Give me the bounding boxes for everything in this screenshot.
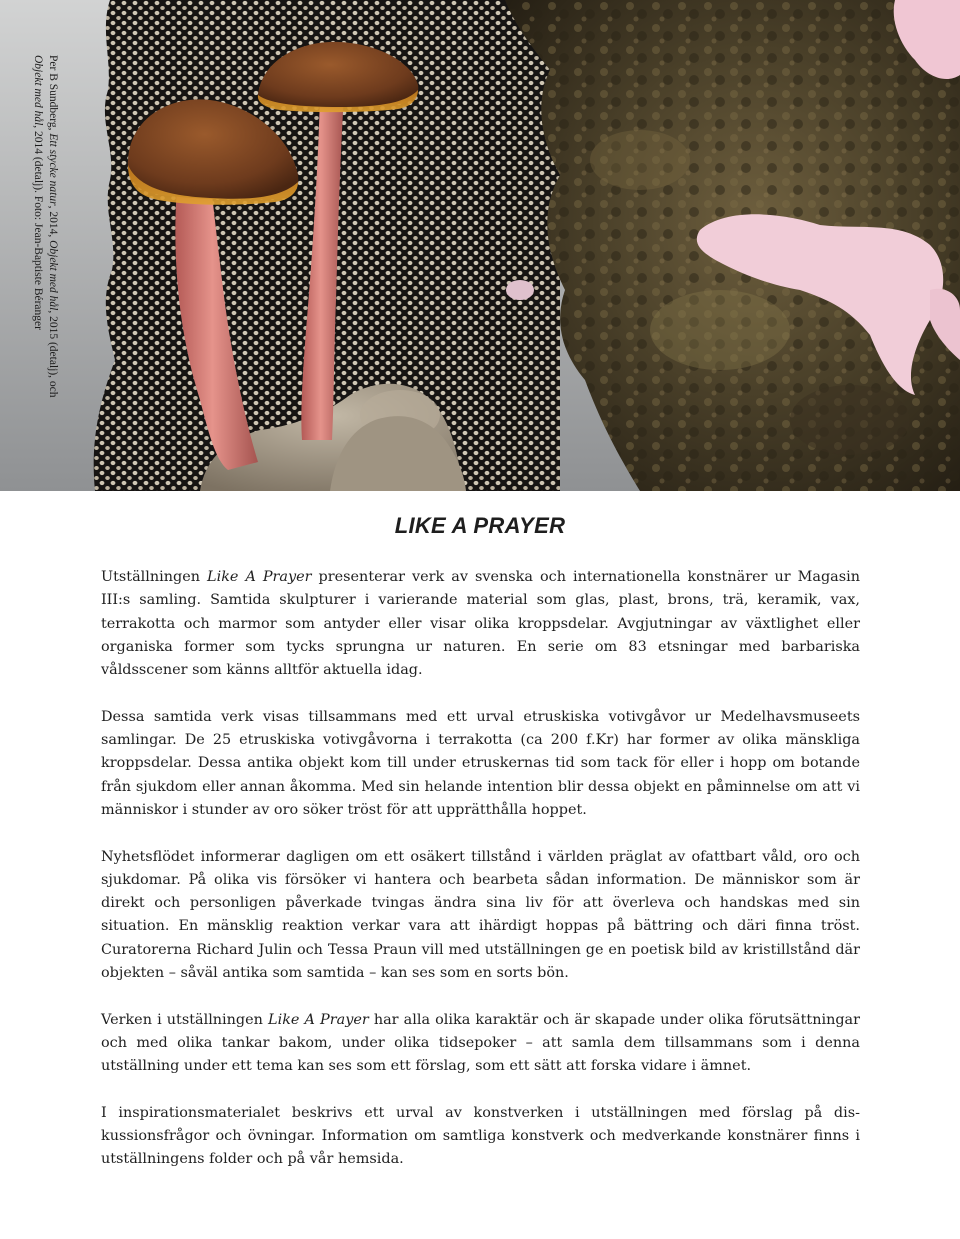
caption-line-1: Per B Sundberg, Ett stycke natur, 2014, Objekt med hål, 2015 (detalj), och (47, 55, 59, 398)
photo-caption (20, 55, 60, 435)
paragraph-5: I inspirationsmaterialet beskrivs ett urval av konstverken i utställningen med förslag på diskussionsfrågor och övningar. Information om samtliga konstverk och medverkande konstnärer finns i utställningens folder och på vår hemsida. (101, 1104, 860, 1168)
paragraph-1: Utställningen Like A Prayer presenterar verk av svenska och internationella konstnärer ur Magasin III:s samling. Samtida skulpturer i varierande material som glas, plast, brons, trä, keramik, vax, terrakotta och marmor som antyder eller visar olika kroppsdelar. Avgjutningar av växtlighet eller organiska former som tycks sprungna ur naturen. En serie om 83 etsningar med barbariska våldsscener som känns alltför aktuella idag. (101, 569, 861, 679)
paragraph-2: Dessa samtida verk visas tillsammans med ett urval etruskiska votivgåvor ur Medelhavsmuseets samlingar. De 25 etruskiska votivgåvorna i terrakotta (ca 200 f.Kr) har former av olika mänskliga kroppsdelar. Dessa antika objekt kom till under etruskernas tid som tack för eller i hopp om botande från sjukdom eller annan åkomma. Med sin helande intention blir dessa objekt en påminnelse om att vi människor i stunder av oro söker tröst för att upprätthålla hoppet. (101, 708, 860, 818)
caption-line-2: Objekt med hål, 2014 (detalj). Foto: Jean-Baptiste Béranger (32, 55, 44, 330)
hero-photo (0, 0, 960, 491)
paragraph-3: Nyhetsflödet informerar dagligen om ett osäkert tillstånd i världen präglat av ofattbart våld, oro och sjukdomar. På olika vis försöker vi hantera och bearbeta sådan information. De människor som är direkt och personligen påverkade tvingas ändra sina liv för att överleva och handskas med sin situation. En mänsklig reaktion verkar vara att ihärdigt hoppas på bättring och däri finna tröst. Curatorerna Richard Julin och Tessa Praun vill med utställningen ge en poetisk bild av kristillstånd där objekten – såväl antika som samtida – kan ses som en sorts bön. (101, 848, 860, 982)
article-body (101, 566, 860, 1195)
paragraph-4: Verken i utställningen Like A Prayer har alla olika karaktär och är skapade under olika förutsättningar och med olika tankar bakom, under olika tidsepoker – att samla dem tillsammans som i denna utställning under ett tema kan ses som ett förslag, som ett sätt att forska vidare i ämnet. (101, 1011, 861, 1075)
page-title: LIKE A PRAYER (394, 513, 566, 538)
